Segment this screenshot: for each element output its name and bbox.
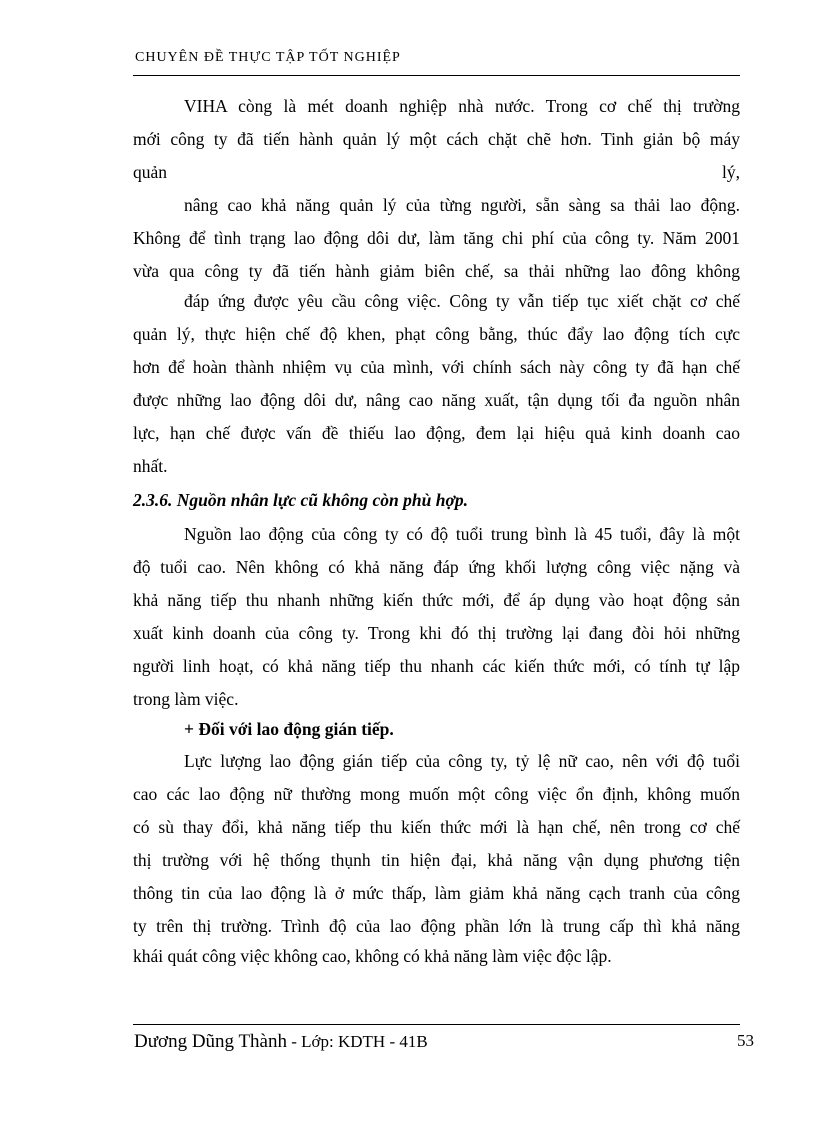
paragraph-line: trong làm việc.: [133, 689, 239, 709]
page-header-title: CHUYÊN ĐỀ THỰC TẬP TỐT NGHIỆP: [135, 50, 401, 65]
footer-author: Dương Dũng Thành: [134, 1031, 287, 1052]
footer-class: - Lớp: KDTH - 41B: [286, 1032, 428, 1051]
paragraph-line: Nguồn lao động của công ty có độ tuổi trung bình là 45 tuổi, đây là một: [184, 524, 740, 544]
paragraph-line: nhất.: [133, 456, 168, 476]
paragraph-line: Không để tình trạng lao động dôi dư, làm tăng chi phí của công ty. Năm 2001: [133, 228, 740, 248]
paragraph-line: VIHA còng là mét doanh nghiệp nhà nước. Trong cơ chế thị trường: [184, 96, 740, 116]
paragraph-line: thị trường với hệ thống thụnh tin hiện đại, khả năng vận dụng phương tiện: [133, 850, 740, 870]
paragraph-line: quản lý, thực hiện chế độ khen, phạt công bằng, thúc đẩy lao động tích cực: [133, 324, 740, 344]
paragraph-line: được những lao động dôi dư, nâng cao năng xuất, tận dụng tối đa nguồn nhân: [133, 390, 740, 410]
paragraph-line: nâng cao khả năng quản lý của từng người, sẵn sàng sa thải lao động.: [184, 195, 740, 215]
paragraph-line: đáp ứng được yêu cầu công việc. Công ty vẫn tiếp tục xiết chặt cơ chế: [184, 291, 740, 311]
paragraph-line: mới công ty đã tiến hành quản lý một cách chặt chẽ hơn. Tinh giản bộ máy: [133, 129, 740, 149]
page-number: 53: [737, 1031, 754, 1050]
paragraph-line: Lực lượng lao động gián tiếp của công ty, tỷ lệ nữ cao, nên với độ tuổi: [184, 751, 740, 771]
subsection-heading: + Đối với lao động gián tiếp.: [184, 719, 394, 739]
paragraph-line: khả năng tiếp thu nhanh những kiến thức mới, để áp dụng vào hoạt động sản: [133, 590, 740, 610]
section-heading: 2.3.6. Nguồn nhân lực cũ không còn phù hợp.: [133, 490, 468, 510]
paragraph-line: ty trên thị trường. Trình độ của lao động phần lớn là trung cấp thì khả năng: [133, 916, 740, 936]
paragraph-line: khái quát công việc không cao, không có khả năng làm việc độc lập.: [133, 946, 612, 966]
paragraph-line: thông tin của lao động là ở mức thấp, làm giảm khả năng cạch tranh của công: [133, 883, 740, 903]
paragraph-line: cao các lao động nữ thường mong muốn một công việc ổn định, không muốn: [133, 784, 740, 804]
paragraph-line: lý,: [722, 162, 740, 182]
footer-divider: [133, 1024, 740, 1025]
paragraph-line: quản: [133, 162, 168, 182]
paragraph-line: lực, hạn chế được vấn đề thiếu lao động, đem lại hiệu quả kinh doanh cao: [133, 423, 740, 443]
paragraph-line: vừa qua công ty đã tiến hành giảm biên chế, sa thải những lao đông không: [133, 261, 740, 281]
paragraph-line: hơn để hoàn thành nhiệm vụ của mình, với chính sách này công ty đã hạn chế: [133, 357, 740, 377]
page-footer: [134, 1031, 428, 1053]
paragraph-line: độ tuổi cao. Nên không có khả năng đáp ứng khối lượng công việc nặng và: [133, 557, 740, 577]
paragraph-line: người linh hoạt, có khả năng tiếp thu nhanh các kiến thức mới, có tính tự lập: [133, 656, 740, 676]
paragraph-line: có sù thay đổi, khả năng tiếp thu kiến thức mới là hạn chế, nên trong cơ chế: [133, 817, 740, 837]
paragraph-line: xuất kinh doanh của công ty. Trong khi đó thị trường lại đang đòi hỏi những: [133, 623, 740, 643]
header-divider: [133, 75, 740, 76]
